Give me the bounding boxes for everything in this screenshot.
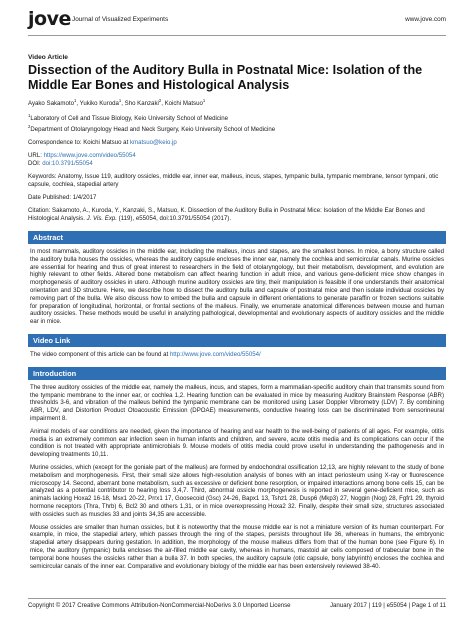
abstract-heading: Abstract [28, 231, 446, 244]
author-sup: 1 [202, 98, 206, 103]
video-link-heading: Video Link [28, 334, 446, 347]
article-type: Video Article [28, 54, 68, 61]
article-content [28, 54, 446, 575]
article-doi: DOI: doi:10.3791/55054 [28, 160, 93, 168]
author-list: Ayako Sakamoto$^1$, Yukiko Kuroda$^1$, Sho Kanzaki$^2$, Koichi Matsuo$^1$ [28, 98, 206, 108]
author-name: Ayako Sakamoto [28, 100, 74, 108]
author-sup: 1 [118, 98, 122, 103]
video-link-text: The video component of this article can be found at http://www.jove.com/video/55054/ [30, 351, 261, 359]
author-name: Koichi Matsuo [164, 100, 203, 108]
introduction-heading: Introduction [28, 367, 446, 380]
abstract-text: In most mammals, auditory ossicles in the middle ear, including the malleus, incus and stapes, are the smallest bones. In mice, a bony structure called the auditory bulla houses the ossicles, whereas the auditory capsule encloses the inner ear, namely the cochlea and semicircular canals. Murine ossicles are essential for hearing and thus of great interest to researchers in the field of otolaryngology, but their metabolism, development, and evolution are highly relevant to other fields. Altered bone metabolism can affect hearing function in adult mice, and various gene-deficient mice show changes in morphogenesis of auditory ossicles in utero. Although murine auditory ossicles are tiny, their manipulation is feasible if one understands their anatomical orientation and 3D structure. Here, we describe how to dissect the auditory bulla and capsule of postnatal mice and then isolate individual ossicles by removing part of the bulla. We also discuss how to embed the bulla and capsule in different orientations to generate paraffin or frozen sections suitable for preparation of longitudinal, horizontal, or frontal sections of the malleus. Finally, we enumerate anatomical differences between mouse and human auditory ossicles. These methods would be useful in analyzing pathological, developmental and evolutionary aspects of auditory ossicles and the middle ear in mice. [30, 248, 444, 326]
intro-paragraph: Murine ossicles, which (except for the goniale part of the malleus) are formed by endochondral ossification 12,13, are highly relevant to the study of bone metabolism and morphogenesis. First, their small size allows high-resolution analysis of bones with an intact periosteum using X-ray or fluorescence microscopy 14. Second, aberrant bone metabolism, such as excessive or deficient bone resorption, or impaired interactions among bone cells 15, can be analyzed as a potential contributor to hearing loss 3,4,7. Third, abnormal ossicle morphogenesis is reported in several gene-deficient mice, such as animals lacking Hoxa2 16-18, Msx1 20-22, Prrx1 17, Goosecoid (Gsc) 24-26, Bapx1 13, Tshz1 28, Dusp6 (Mkp3) 27, Noggin (Nog) 28, Fgfr1 29, thyroid hormone receptors (Thra, Thrb) 6, Bcl2 30 and others 1,31, or in mice overexpressing Hoxa2 32. Finally, despite their small size, structures associated with ossicles such as muscles 33 and joints 34,35 are accessible. [30, 464, 444, 518]
correspondence: Correspondence to: Koichi Matsuo at kmatsuo@keio.jp [28, 139, 177, 147]
author-name: Sho Kanzaki [124, 100, 159, 108]
jove-logo [28, 8, 71, 30]
page-footer [28, 598, 446, 609]
intro-paragraph: The three auditory ossicles of the middle ear, namely the malleus, incus, and stapes, form a mammalian-specific auditory chain that transmits sound from the tympanic membrane to the inner ear, or cochlea 1,2. Hearing function can be evaluated in mice by measuring Auditory Brainstem Response (ABR) thresholds 3-6, and vibration of the malleus behind the tympanic membrane can be monitored using Laser Doppler Vibrometry (LDV) 7. By combining ABR, LDV, and Distortion Product Otoacoustic Emission (DPOAE) measurements, conductive hearing loss can be discriminated from sensorineural impairment 8. [30, 383, 444, 423]
date-published: Date Published: 1/4/2017 [28, 194, 97, 202]
affiliation: $^2$Department of Otolaryngology Head and Neck Surgery, Keio University School of Medicine [28, 124, 276, 134]
article-url: URL: https://www.jove.com/video/55054 [28, 152, 136, 160]
article-url-link[interactable]: https://www.jove.com/video/55054 [43, 152, 136, 160]
logo-text: jove [28, 8, 71, 30]
citation: Citation: Sakamoto, A., Kuroda, Y., Kanzaki, S., Matsuo, K. Dissection of the Auditory Bulla in Postnatal Mice: Isolation of the Middle Ear Bones and Histological Analysis. J. Vis. Exp. (119), e55054, doi:10.3791/55054 (2017). [28, 207, 425, 223]
author-name: Yukiko Kuroda [79, 100, 119, 108]
intro-paragraph: Mouse ossicles are smaller than human ossicles, but it is noteworthy that the mouse middle ear is not a miniature version of its human counterpart. For example, in mice, the stapedial artery, which passes through the ring of the stapes, persists throughout life 36, whereas in humans, the embryonic stapedial artery disappears during gestation. In addition, the morphology of the mouse malleus differs from that of the human bone (see Figure 6). In mice, the auditory (tympanic) bulla encloses the air-filled middle ear cavity, whereas in humans, mastoid air cells composed of trabecular bone in the temporal bone houses the ossicles rather than a bulla 37. In both species, the auditory capsule (otic capsule, bony labyrinth) encloses the cochlea and semicircular canals of the inner ear. Comparative and evolutionary biology of the middle ear has been extensively reviewed 38-40. [30, 523, 444, 570]
affiliation: $^1$Laboratory of Cell and Tissue Biology, Keio University School of Medicine [28, 113, 229, 123]
footer-copyright: Copyright © 2017 Creative Commons Attribution-NonCommercial-NoDerivs 3.0 Unported License [28, 602, 291, 609]
page-header [28, 6, 446, 46]
video-url-link[interactable]: http://www.jove.com/video/55054/ [169, 351, 261, 359]
article-title: Dissection of the Auditory Bulla in Postnatal Mice: Isolation of the Middle Ear Bones and Histological Analysis [28, 63, 423, 92]
journal-name: Journal of Visualized Experiments [72, 16, 169, 23]
author-sup: 2 [158, 98, 162, 103]
article-doi-link[interactable]: doi:10.3791/55054 [42, 160, 93, 168]
site-url: www.jove.com [405, 16, 446, 23]
keywords: Keywords: Anatomy, Issue 119, auditory ossicles, middle ear, inner ear, malleus, incus, stapes, tympanic bulla, tympanic membrane, tensor tympani, otic capsule, cochlea, stapedial artery [28, 173, 439, 189]
intro-paragraph: Animal models of ear conditions are needed, given the importance of hearing and ear health to the well-being of patients of all ages. For example, otitis media is an extremely common ear infection seen in human infants and children, and severe, acute otitis media and its complications can occur if the condition is not treated with appropriate antimicrobials 9. Mouse models of otitis media could prove useful in understanding the pathogenesis and in developing treatments 10,11. [30, 427, 444, 459]
header-divider [28, 35, 446, 36]
author-sup: 1 [73, 98, 77, 103]
footer-divider [28, 598, 446, 599]
correspondence-email-link[interactable]: kmatsuo@keio.jp [129, 139, 177, 147]
footer-issue-info: January 2017 | 119 | e55054 | Page 1 of 11 [330, 602, 446, 609]
